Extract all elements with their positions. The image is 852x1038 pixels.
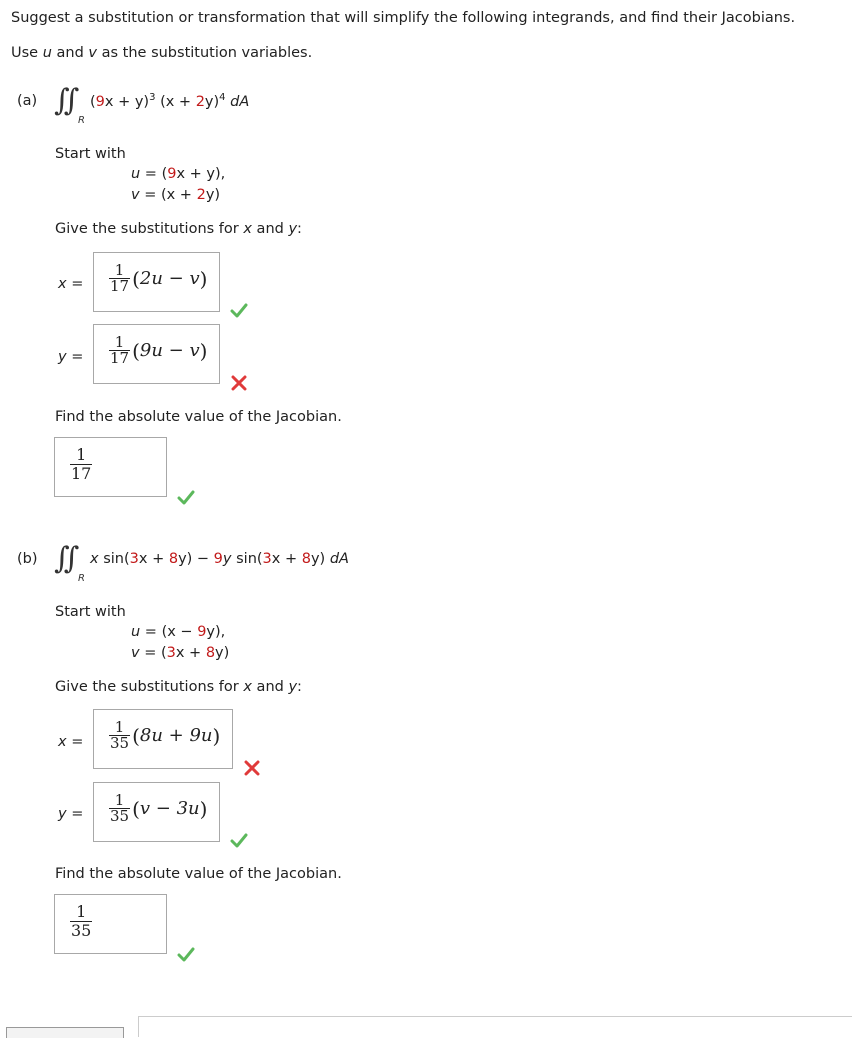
- start-with-label: Start with: [55, 146, 126, 162]
- x-answer-input[interactable]: [93, 252, 220, 312]
- instruction-line-2: Use u and v as the substitution variables.: [11, 45, 313, 61]
- submit-button[interactable]: [6, 1027, 124, 1038]
- y-answer-input[interactable]: [93, 782, 220, 842]
- jacobian-prompt: Find the absolute value of the Jacobian.: [55, 866, 342, 882]
- fraction: $\frac{1}{17}$: [110, 333, 130, 367]
- give-substitutions-label: Give the substitutions for x and y:: [55, 679, 302, 695]
- u-substitution-b: u = (x − 9y),: [131, 624, 226, 640]
- correct-check-icon: [230, 302, 248, 318]
- jacobian-answer-math: [70, 903, 94, 940]
- fraction: $\frac{1}{17}$: [110, 261, 130, 295]
- fraction: $\frac{1}{35}$: [71, 902, 92, 940]
- x-equals-label: x =: [58, 276, 84, 292]
- y-answer-math: $\frac{1}{17}$ ( 9u − v ): [110, 333, 208, 367]
- jacobian-answer-input[interactable]: [54, 894, 167, 954]
- jacobian-answer-input[interactable]: [54, 437, 167, 497]
- x-answer-math: $\frac{1}{17}$ ( 2u − v ): [110, 261, 208, 295]
- part-a-label: (a): [17, 93, 38, 109]
- correct-check-icon: [177, 946, 195, 962]
- incorrect-cross-icon: [243, 760, 261, 776]
- y-answer-math: $\frac{1}{35}$ ( v − 3u ): [110, 791, 208, 825]
- bottom-panel: [138, 1016, 852, 1037]
- double-integral-icon: ∫∫: [54, 83, 74, 118]
- instruction-line-1: Suggest a substitution or transformation that will simplify the following integrands, and find their Jacobians.: [11, 10, 796, 26]
- u-substitution-a: u = (9x + y),: [131, 166, 226, 182]
- fraction: $\frac{1}{35}$: [110, 718, 130, 752]
- jacobian-prompt: Find the absolute value of the Jacobian.: [55, 409, 342, 425]
- jacobian-answer-math: [70, 446, 94, 483]
- start-with-label: Start with: [55, 604, 126, 620]
- y-equals-label: y =: [58, 349, 84, 365]
- fraction: $\frac{1}{35}$: [110, 791, 130, 825]
- fraction: $\frac{1}{17}$: [71, 445, 92, 483]
- give-substitutions-label: Give the substitutions for x and y:: [55, 221, 302, 237]
- correct-check-icon: [230, 832, 248, 848]
- region-label: R: [78, 573, 85, 584]
- integrand-a: $(9x + y)^3$ $(x + 2y)^4$ dA: [90, 92, 250, 110]
- region-label: R: [78, 115, 85, 126]
- v-substitution-a: v = (x + 2y): [131, 187, 221, 203]
- integrand-b: x sin(3x + 8y) − 9y sin(3x + 8y) dA: [90, 551, 349, 567]
- x-answer-math: $\frac{1}{35}$ ( 8u + 9u ): [110, 718, 221, 752]
- x-answer-input[interactable]: [93, 709, 233, 769]
- incorrect-cross-icon: [230, 375, 248, 391]
- correct-check-icon: [177, 489, 195, 505]
- y-equals-label: y =: [58, 806, 84, 822]
- y-answer-input[interactable]: [93, 324, 220, 384]
- v-substitution-b: v = (3x + 8y): [131, 645, 230, 661]
- double-integral-icon: ∫∫: [54, 541, 74, 576]
- part-b-label: (b): [17, 551, 38, 567]
- x-equals-label: x =: [58, 734, 84, 750]
